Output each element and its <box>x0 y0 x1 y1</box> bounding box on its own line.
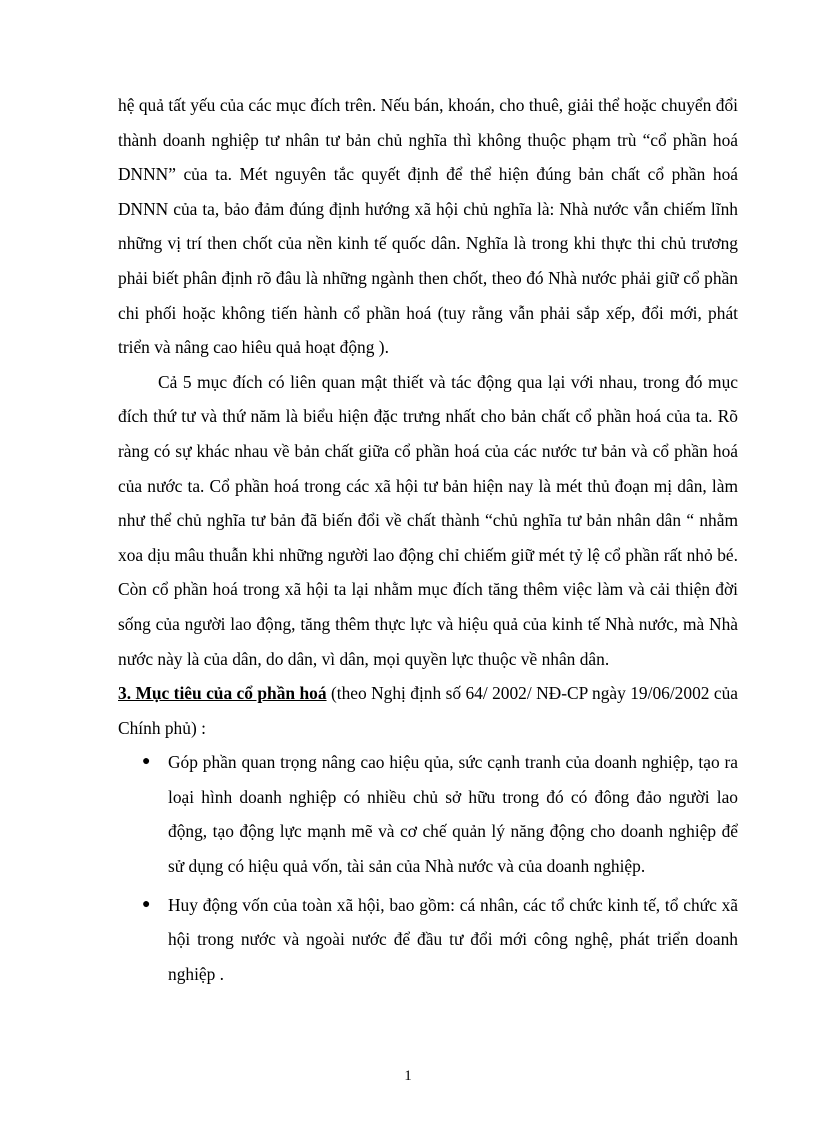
section-heading-line <box>118 676 738 745</box>
list-item-text: Huy động vốn của toàn xã hội, bao gồm: cá nhân, các tổ chức kinh tế, tổ chức xã hội trong nước và ngoài nước để đầu tư đổi mới công nghệ, phát triển doanh nghiệp . <box>168 894 738 984</box>
document-page <box>118 88 738 991</box>
objectives-list <box>118 745 738 991</box>
bullet-icon: ● <box>142 896 151 912</box>
section-heading: 3. Mục tiêu của cổ phần hoá <box>118 683 327 704</box>
list-item <box>118 745 738 883</box>
section-heading-source: (theo Nghị định số 64/ 2002/ NĐ-CP ngày 19/06/2002 của Chính phủ) : <box>118 683 738 738</box>
page-number: 1 <box>404 1068 412 1084</box>
list-item <box>118 888 738 992</box>
body-paragraph: Cả 5 mục đích có liên quan mật thiết và tác động qua lại với nhau, trong đó mục đích thứ tư và thứ năm là biểu hiện đặc trưng nhất cho bản chất cổ phần hoá của ta. Rõ ràng có sự khác nhau về bản chất giữa cổ phần hoá của các nước tư bản và cổ phần hoá của nước ta. Cổ phần hoá trong các xã hội tư bản hiện nay là mét thủ đoạn mị dân, làm như thể chủ nghĩa tư bản đã biến đổi về chất thành “chủ nghĩa tư bản nhân dân “ nhằm xoa dịu mâu thuẫn khi những người lao động chỉ chiếm giữ mét tỷ lệ cổ phần rất nhỏ bé. Còn cổ phần hoá trong xã hội ta lại nhằm mục đích tăng thêm việc làm và cải thiện đời sống của người lao động, tăng thêm thực lực và hiệu quả của kinh tế Nhà nước, mà Nhà nước này là của dân, do dân, vì dân, mọi quyền lực thuộc về nhân dân. <box>118 371 738 669</box>
bullet-icon: ● <box>142 754 151 770</box>
list-item-text: Góp phần quan trọng nâng cao hiệu qủa, sức cạnh tranh của doanh nghiệp, tạo ra loại hình doanh nghiệp có nhiều chủ sở hữu trong đó có đông đảo người lao động, tạo động lực mạnh mẽ và cơ chế quản lý năng động cho doanh nghiệp để sử dụng có hiệu quả vốn, tài sản của Nhà nước và của doanh nghiệp. <box>168 752 738 877</box>
body-paragraph: hệ quả tất yếu của các mục đích trên. Nếu bán, khoán, cho thuê, giải thể hoặc chuyển đổi thành doanh nghiệp tư nhân tư bản chủ nghĩa thì không thuộc phạm trù “cổ phần hoá DNNN” của ta. Mét nguyên tắc quyết định để thể hiện đúng bản chất cổ phần hoá DNNN của ta, bảo đảm đúng định hướng xã hội chủ nghĩa là: Nhà nước vẫn chiếm lĩnh những vị trí then chốt của nền kinh tế quốc dân. Nghĩa là trong khi thực thi chủ trương phải biết phân định rõ đâu là những ngành then chốt, theo đó Nhà nước phải giữ cổ phần chi phối hoặc không tiến hành cổ phần hoá (tuy rằng vẫn phải sắp xếp, đổi mới, phát triển và nâng cao hiêu quả hoạt động ). <box>118 95 738 358</box>
